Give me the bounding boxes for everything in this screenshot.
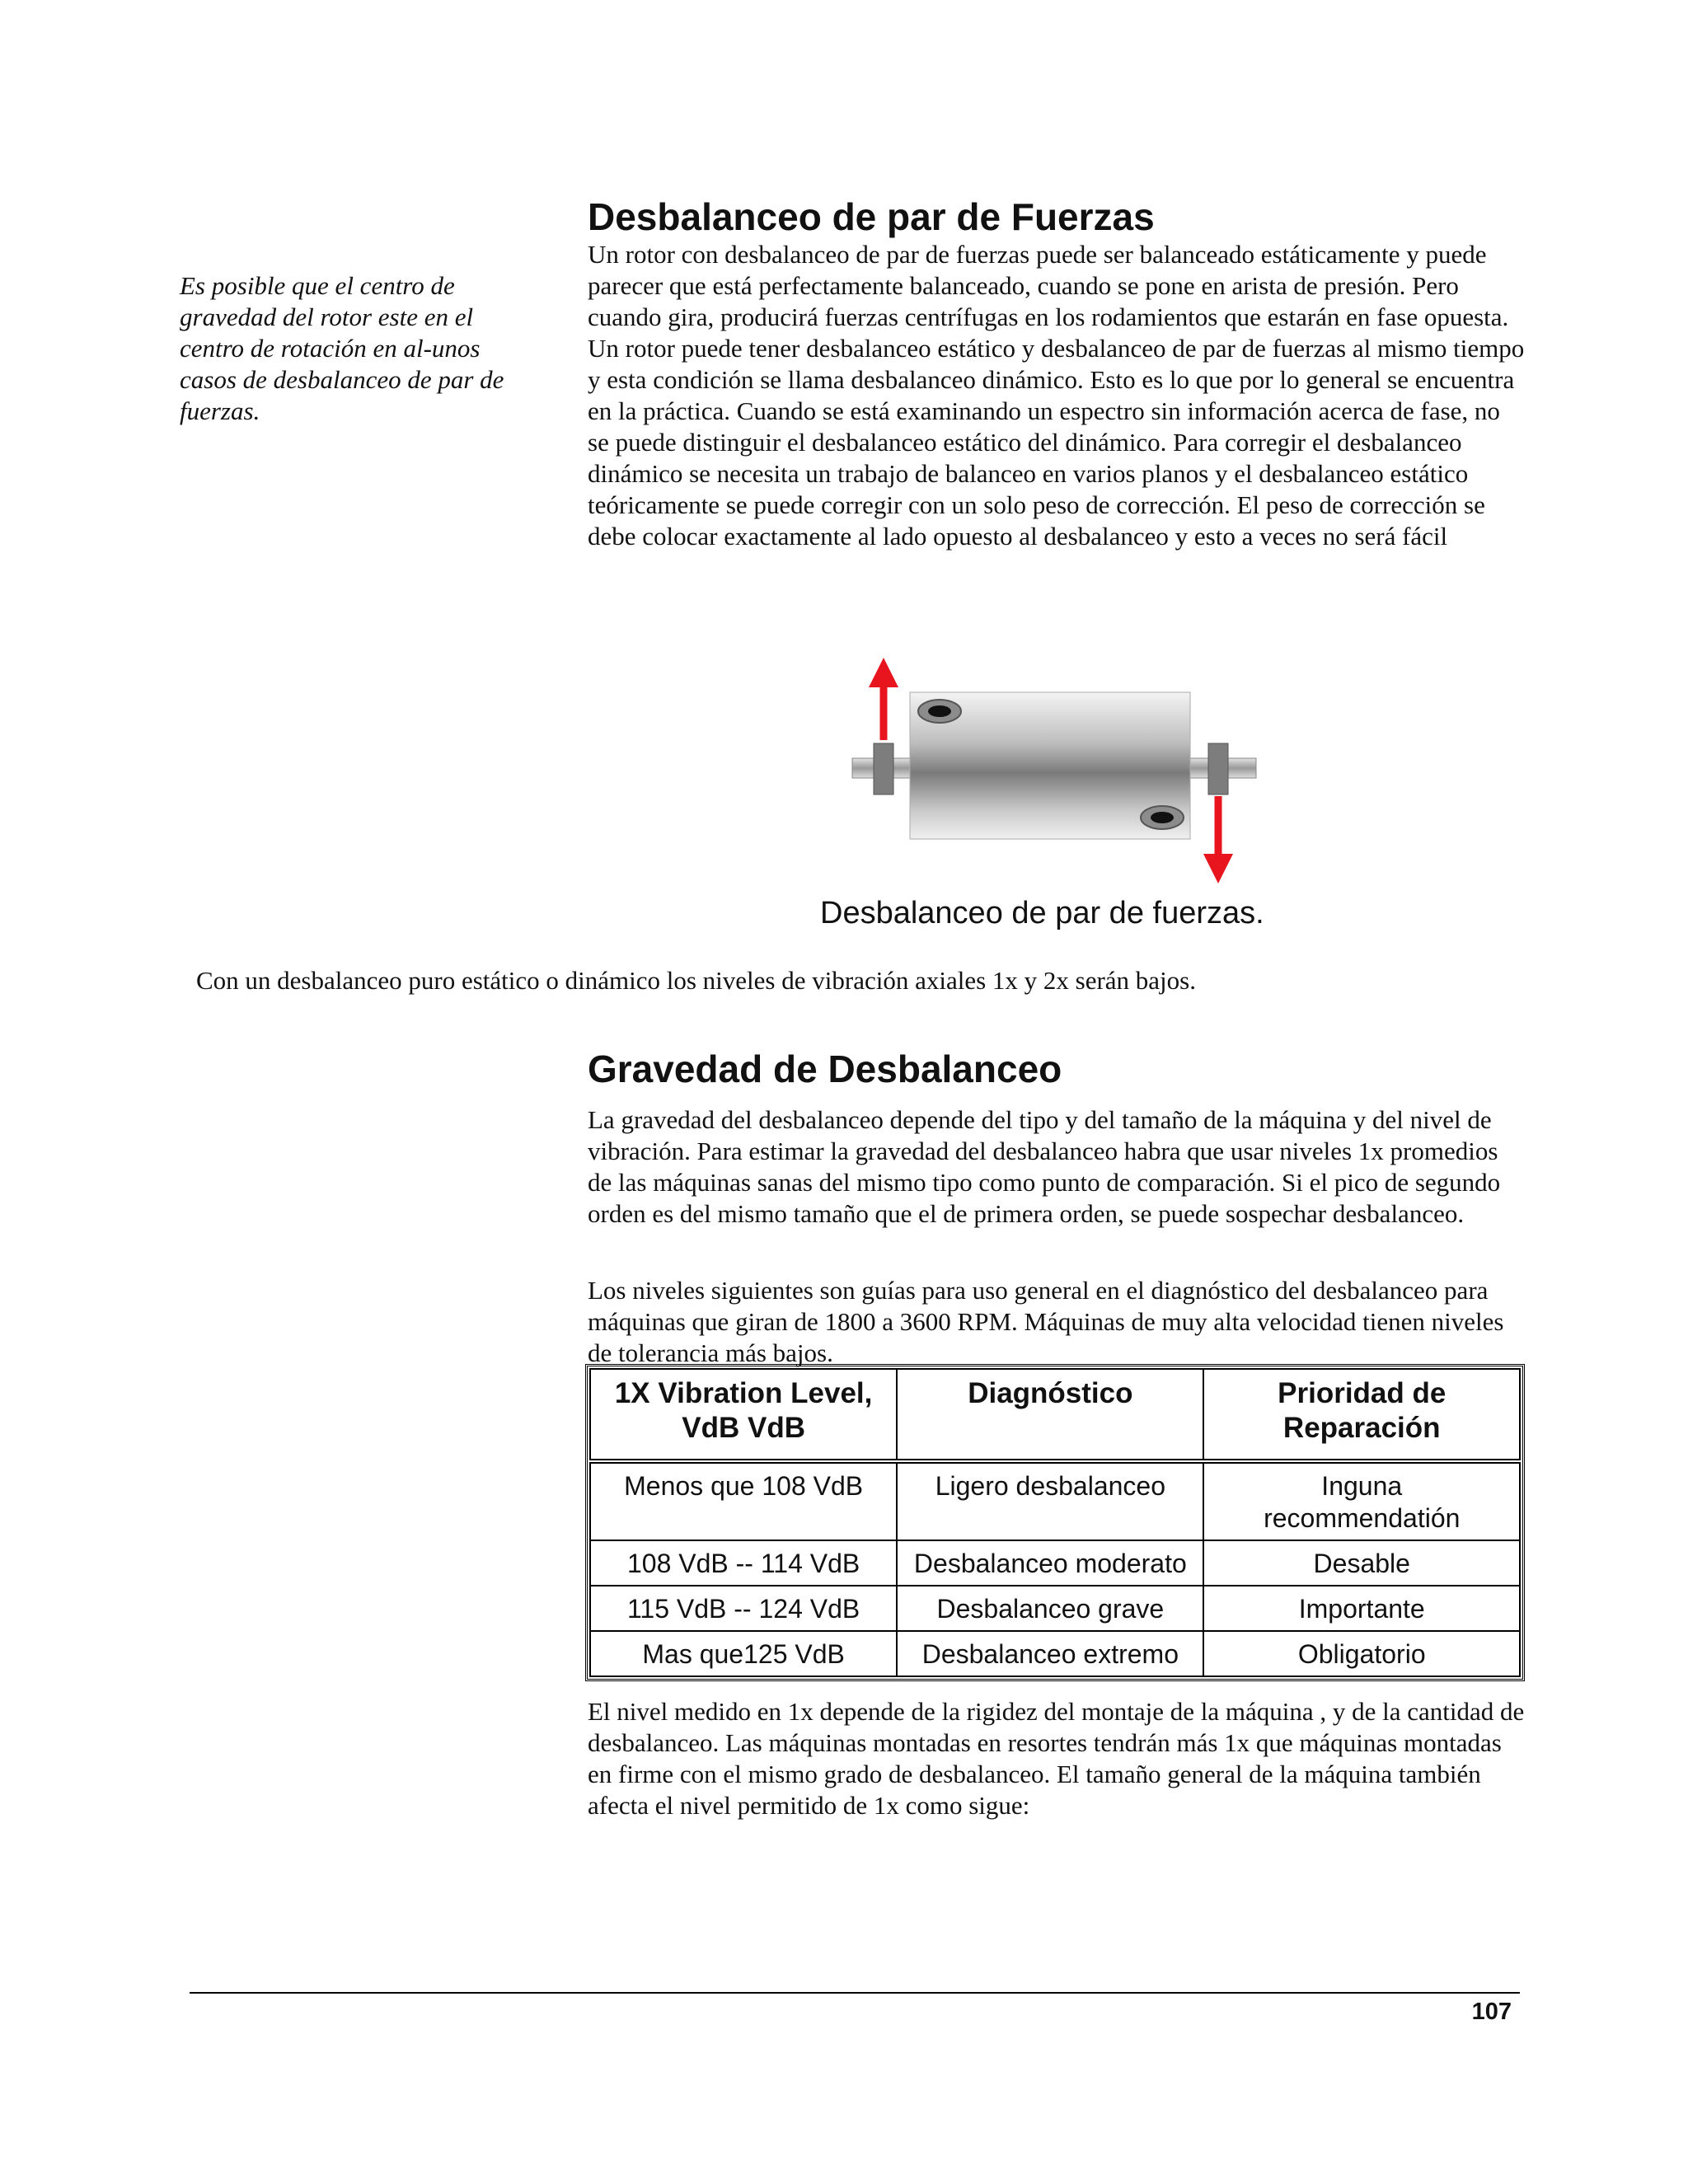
table-row (590, 1631, 1520, 1676)
table-cell-level: Mas que125 VdB (590, 1631, 897, 1676)
severity-paragraph-1: La gravedad del desbalanceo depende del tipo y del tamaño de la máquina y del nivel de vibración. Para estimar la gravedad del desbalanceo habra que usar niveles 1x promedios de las máquinas sanas del mismo tipo como punto de comparación. Si el pico de segundo orden es del mismo tamaño que el de primera orden, se puede sospechar desbalanceo. (588, 1105, 1501, 1228)
table-cell-diagnosis: Desbalanceo moderato (897, 1540, 1203, 1586)
severity-table (585, 1364, 1525, 1681)
table-header-row (590, 1369, 1520, 1461)
axial-vibration-note: Con un desbalanceo puro estático o dinámico los niveles de vibración axiales 1x y 2x serán bajos. (196, 966, 1196, 995)
footer-rule (190, 1992, 1520, 1994)
left-bearing (874, 743, 893, 794)
figure-caption: Desbalanceo de par de fuerzas. (820, 896, 1264, 930)
table-row (590, 1586, 1520, 1631)
table-cell-level: Menos que 108 VdB (590, 1461, 897, 1540)
table-row (590, 1540, 1520, 1586)
right-bearing (1208, 743, 1228, 794)
table-header-diagnosis: Diagnóstico (897, 1369, 1203, 1461)
table-cell-level: 115 VdB -- 124 VdB (590, 1586, 897, 1631)
severity-paragraph-2: Los niveles siguientes son guías para uso general en el diagnóstico del desbalanceo para máquinas que giran de 1800 a 3600 RPM. Máquinas de muy alta velocidad tienen niveles de tolerancia más bajos. (588, 1276, 1504, 1367)
section-title-severity: Gravedad de Desbalanceo (588, 1047, 1062, 1090)
page-number: 107 (1471, 1999, 1512, 2025)
table-cell-diagnosis: Ligero desbalanceo (897, 1461, 1203, 1540)
table-cell-priority: Obligatorio (1203, 1631, 1520, 1676)
table-cell-diagnosis: Desbalanceo grave (897, 1586, 1203, 1631)
table-cell-priority: Desable (1203, 1540, 1520, 1586)
side-note: Es posible que el centro de gravedad del rotor este en el centro de rotación en al-unos casos de desbalanceo de par de fuerzas. (180, 271, 504, 425)
table-cell-diagnosis: Desbalanceo extremo (897, 1631, 1203, 1676)
table-header-priority: Prioridad de Reparación (1203, 1369, 1520, 1461)
table-cell-level: 108 VdB -- 114 VdB (590, 1540, 897, 1586)
table-header-level: 1X Vibration Level, VdB VdB (590, 1369, 897, 1461)
table-cell-priority: Inguna recommendatión (1203, 1461, 1520, 1540)
section-body-couple-unbalance: Un rotor con desbalanceo de par de fuerzas puede ser balanceado estáticamente y puede parecer que está perfectamente balanceado, cuando se pone en arista de presión. Pero cuando gira, producirá fuerzas centrífugas en los rodamientos que estarán en fase opuesta. Un rotor puede tener desbalanceo estático y desbalanceo de par de fuerzas al mismo tiempo y esta condición se llama desbalanceo dinámico. Esto es lo que por lo general se encuentra en la práctica. Cuando se está examinando un espectro sin información acerca de fase, no se puede distinguir el desbalanceo estático del dinámico. Para corregir el desbalanceo dinámico se necesita un trabajo de balanceo en varios planos y el desbalanceo estático teóricamente se puede corregir con un solo peso de corrección. El peso de corrección se debe colocar exactamente al lado opuesto al desbalanceo y esto a veces no será fácil (588, 240, 1525, 551)
table-row (590, 1461, 1520, 1540)
couple-unbalance-figure (841, 651, 1269, 898)
severity-paragraph-3: El nivel medido en 1x depende de la rigidez del montaje de la máquina , y de la cantidad de desbalanceo. Las máquinas montadas en resortes tendrán más 1x que máquinas montadas en firme con el mismo grado de desbalanceo. El tamaño general de la máquina también afecta el nivel permitido de 1x como sigue: (588, 1697, 1525, 1820)
section-title-couple-unbalance: Desbalanceo de par de Fuerzas (588, 195, 1155, 238)
table-cell-priority: Importante (1203, 1586, 1520, 1631)
